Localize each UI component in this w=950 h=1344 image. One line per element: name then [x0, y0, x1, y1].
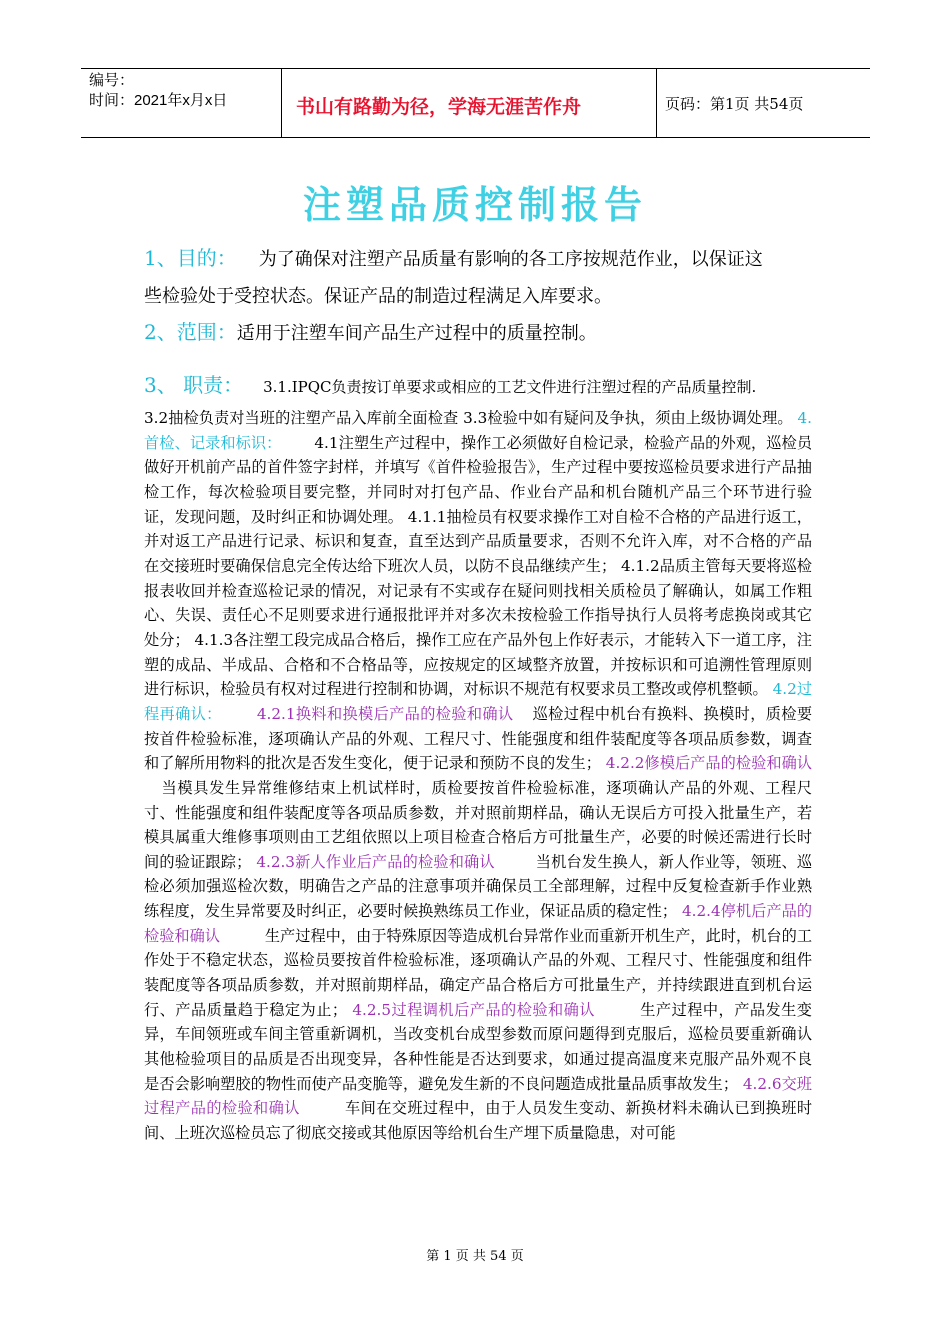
section-heading-4-2-5: 4.2.5过程调机后产品的检验和确认	[352, 1000, 595, 1019]
section-purpose-text-2: 些检验处于受控状态。保证产品的制造过程满足入库要求。	[144, 286, 612, 307]
header-motto-cell	[282, 69, 657, 137]
page-header	[81, 68, 870, 138]
section-scope	[144, 314, 804, 352]
body-text	[144, 406, 812, 1146]
section-heading-4-2-1: 4.2.1换料和换模后产品的检验和确认	[256, 704, 514, 723]
body-paragraph: 4.1注塑生产过程中，操作工必须做好自检记录，检验产品的外观，巡检员做好开机前产品的首件签字封样，并填写《首件检验报告》，生产过程中要按巡检员要求进行产品抽检工作，每次检验项目要完整，并同时对打包产品、作业台产品和机台随机产品三个环节进行验证，发现问题，及时纠正和协调处理。 4.1.1抽检员有权要求操作工对自检不合格的产品进行返工，并对返工产品进行记录、标识和复查，直至达到产品质量要求，否则不允许入库，对不合格的产品在交接班时要确保信息完全传达给下班次人员，以防不良品继续产生； 4.1.2品质主管每天要将巡检报表收回并检查巡检记录的情况，对记录有不实或存在疑问则找相关质检员了解确认，如属工作粗心、失误、责任心不足则要求进行通报批评并对多次未按检验工作指导执行人员将考虑换岗或其它处分； 4.1.3各注塑工段完成品合格后，操作工应在产品外包上作好表示，才能转入下一道工序，注塑的成品、半成品、合格和不合格品等，应按规定的区域整齐放置，并按标识和可追溯性管理原则进行标识，检验员有权对过程进行控制和协调，对标识不规范有权要求员工整改或停机整顿。	[144, 433, 813, 699]
body-paragraph: 当模具发生异常维修结束上机试样时，质检要按首件检验标准，逐项确认产品的外观、工程尺寸、性能强度和组件装配度等各项品质参数，并对照前期样品，确认无误后方可投入批量生产，若模具属重大维修事项则由工艺组依照以上项目检查合格后方可批量生产，必要的时候还需进行长时间的验证跟踪；	[144, 778, 813, 871]
body-paragraph: 车间在交班过程中，由于人员发生变动、新换材料未确认已到换班时间、上班次巡检员忘了彻底交接或其他原因等给机台生产埋下质量隐患，对可能	[144, 1099, 813, 1143]
body-paragraph: 巡检过程中机台有换料、换模时，质检要按首件检验标准，逐项确认产品的外观、工程尺寸、性能强度和组件装配度等各项品质参数，调查和了解所用物料的批次是否发生变化，便于记录和预防不良的发生；	[144, 704, 813, 773]
section-purpose	[144, 240, 804, 315]
body-paragraph: 当机台发生换人，新人作业等，领班、巡检必须加强巡检次数，明确告之产品的注意事项并确保员工全部理解，过程中反复检查新手作业熟练程度，发生异常要及时纠正，必要时候换熟练员工作业，保证品质的稳定性；	[144, 852, 813, 921]
body-paragraph: 生产过程中，由于特殊原因等造成机台异常作业而重新开机生产，此时，机台的工作处于不稳定状态，巡检员要按首件检验标准，逐项确认产品的外观、工程尺寸、性能强度和组件装配度等各项品质参数，并对照前期样品，确定产品合格后方可批量生产，并持续跟进直到机台运行、产品质量趋于稳定为止；	[144, 926, 813, 1019]
header-page-cell	[657, 69, 870, 137]
section-heading-4-2-2: 4.2.2修模后产品的检验和确认	[605, 754, 812, 773]
section-purpose-text-1: 为了确保对注塑产品质量有影响的各工序按规范作业，以保证这	[258, 249, 763, 270]
section-purpose-heading: 1、目的：	[144, 246, 237, 270]
doc-date: 时间：2021年x月x日	[89, 92, 228, 109]
header-motto: 书山有路勤为径，学海无涯苦作舟	[296, 96, 582, 118]
section-heading-4: 4. 首检、记录和标识：	[144, 409, 812, 452]
document-title: 注塑品质控制报告	[302, 183, 647, 227]
section-heading-4-2-3: 4.2.3新人作业后产品的检验和确认	[256, 852, 495, 871]
doc-number-label: 编号：	[89, 72, 135, 89]
section-heading-4-2-6: 4.2.6交班过程产品的检验和确认	[144, 1074, 812, 1118]
section-heading-4-2-4: 4.2.4停机后产品的检验和确认	[144, 902, 813, 945]
section-duty-text: 3.1.IPQC负责按订单要求或相应的工艺文件进行注塑过程的产品质量控制.	[263, 378, 757, 396]
body-paragraph: 生产过程中，产品发生变异，车间领班或车间主管重新调机，当改变机台成型参数而原问题得到克服后，巡检员要重新确认其他检验项目的品质是否出现变异，各种性能是否达到要求，如通过提高温度来克服产品外观不良是否会影响塑胶的物性而使产品变脆等，避免发生新的不良问题造成批量品质事故发生；	[144, 1000, 812, 1093]
section-scope-text: 适用于注塑车间产品生产过程中的质量控制。	[236, 323, 597, 344]
section-duty-heading: 3、 职责：	[144, 373, 244, 397]
section-scope-heading: 2、范围：	[144, 320, 237, 344]
section-heading-4-2: 4.2过程再确认：	[144, 680, 813, 723]
section-duty	[144, 368, 824, 404]
header-meta-cell	[81, 69, 282, 137]
body-paragraph: 3.2抽检负责对当班的注塑产品入库前全面检查 3.3检验中如有疑问及争执，须由上级协调处理。	[144, 409, 793, 427]
page-footer: 第 1 页 共 54 页	[426, 1249, 524, 1264]
header-page-info: 页码：第1页 共54页	[665, 95, 804, 113]
